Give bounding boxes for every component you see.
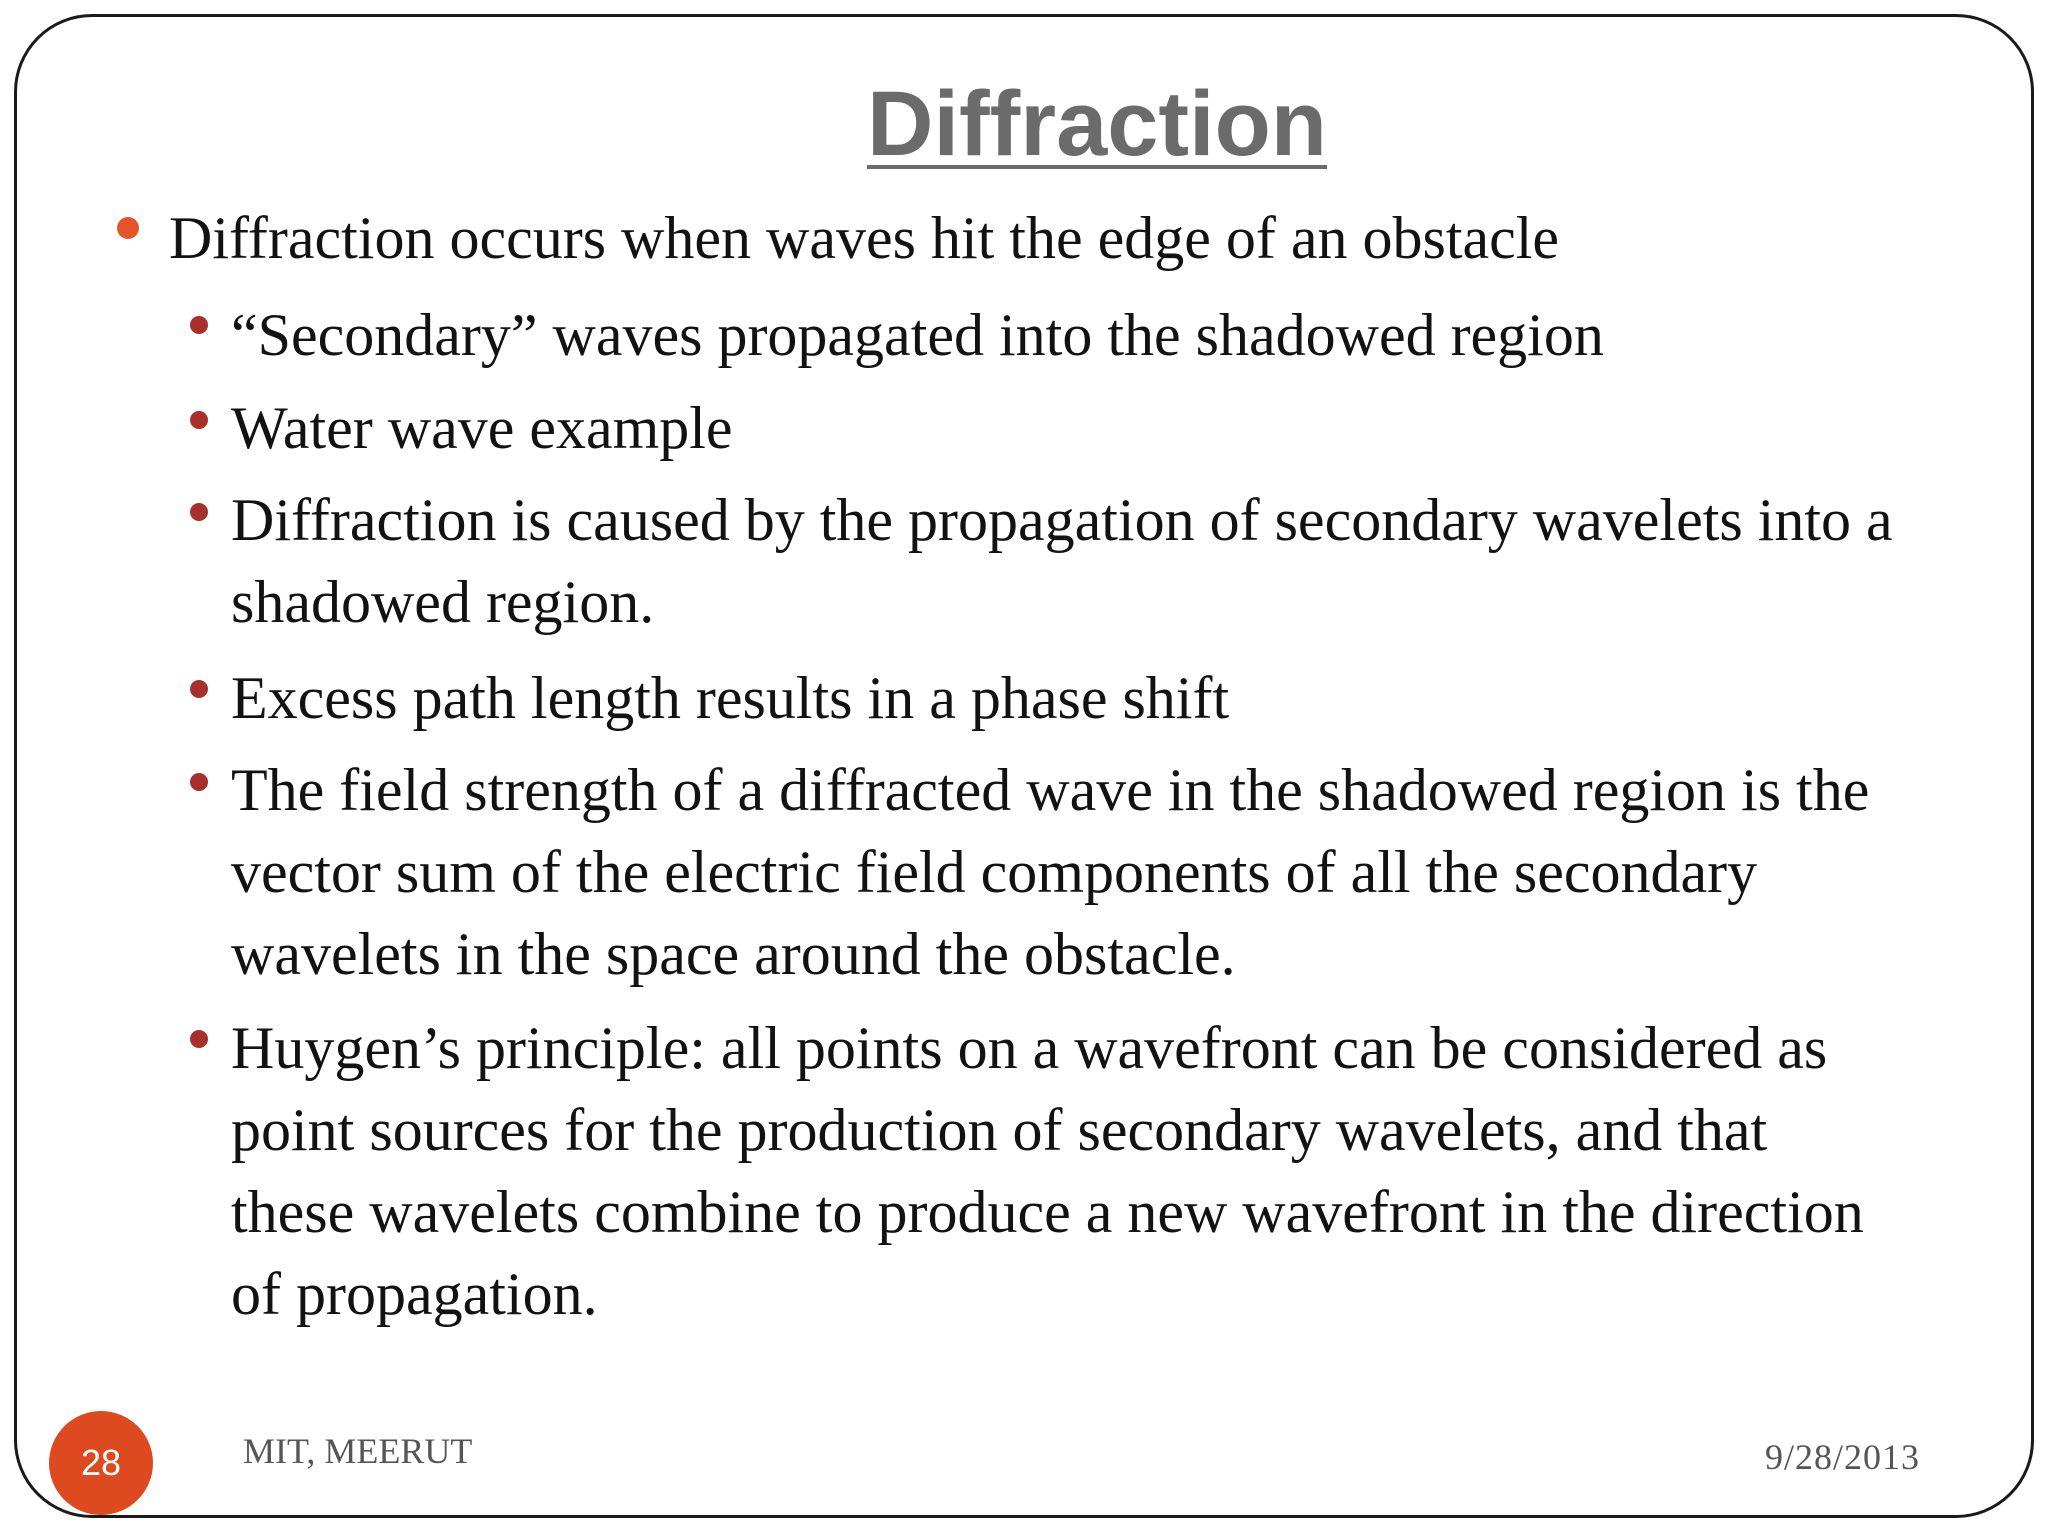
bullet-dot-sub2 <box>190 411 208 429</box>
bullet-dot-sub4 <box>190 680 208 698</box>
bullet-sub3-line1: Diffraction is caused by the propagation of secondary wavelets into a <box>231 487 1893 553</box>
footer-organization: MIT, MEERUT <box>243 1431 473 1471</box>
bullet-sub5-line3: wavelets in the space around the obstacle. <box>231 921 1236 987</box>
footer-date: 9/28/2013 <box>1765 1437 1921 1477</box>
bullet-sub6-line4: of propagation. <box>231 1261 598 1327</box>
bullet-sub1-text: “Secondary” waves propagated into the shadowed region <box>231 302 1604 368</box>
bullet-sub6-line3: these wavelets combine to produce a new wavefront in the direction <box>231 1179 1864 1245</box>
bullet-list <box>17 17 2031 1515</box>
page-number-badge: 28 <box>49 1411 153 1515</box>
bullet-sub5-line1: The field strength of a diffracted wave in the shadowed region is the <box>231 757 1870 823</box>
bullet-sub6-line1: Huygen’s principle: all points on a wavefront can be considered as <box>231 1015 1828 1081</box>
bullet-sub5-line2: vector sum of the electric field components of all the secondary <box>231 839 1758 905</box>
bullet-main-text: Diffraction occurs when waves hit the edge of an obstacle <box>169 205 1560 271</box>
bullet-dot-main <box>117 217 139 239</box>
bullet-sub3-line2: shadowed region. <box>231 569 655 635</box>
bullet-sub2-text: Water wave example <box>231 395 733 461</box>
bullet-sub6-line2: point sources for the production of secondary wavelets, and that <box>231 1097 1768 1163</box>
slide-frame <box>14 14 2034 1518</box>
bullet-sub4-text: Excess path length results in a phase shift <box>231 665 1230 731</box>
bullet-dot-sub3 <box>190 503 208 521</box>
bullet-dot-sub6 <box>190 1030 208 1048</box>
bullet-dot-sub1 <box>190 316 208 334</box>
slide-title: Diffraction <box>867 73 1327 175</box>
bullet-dot-sub5 <box>190 773 208 791</box>
